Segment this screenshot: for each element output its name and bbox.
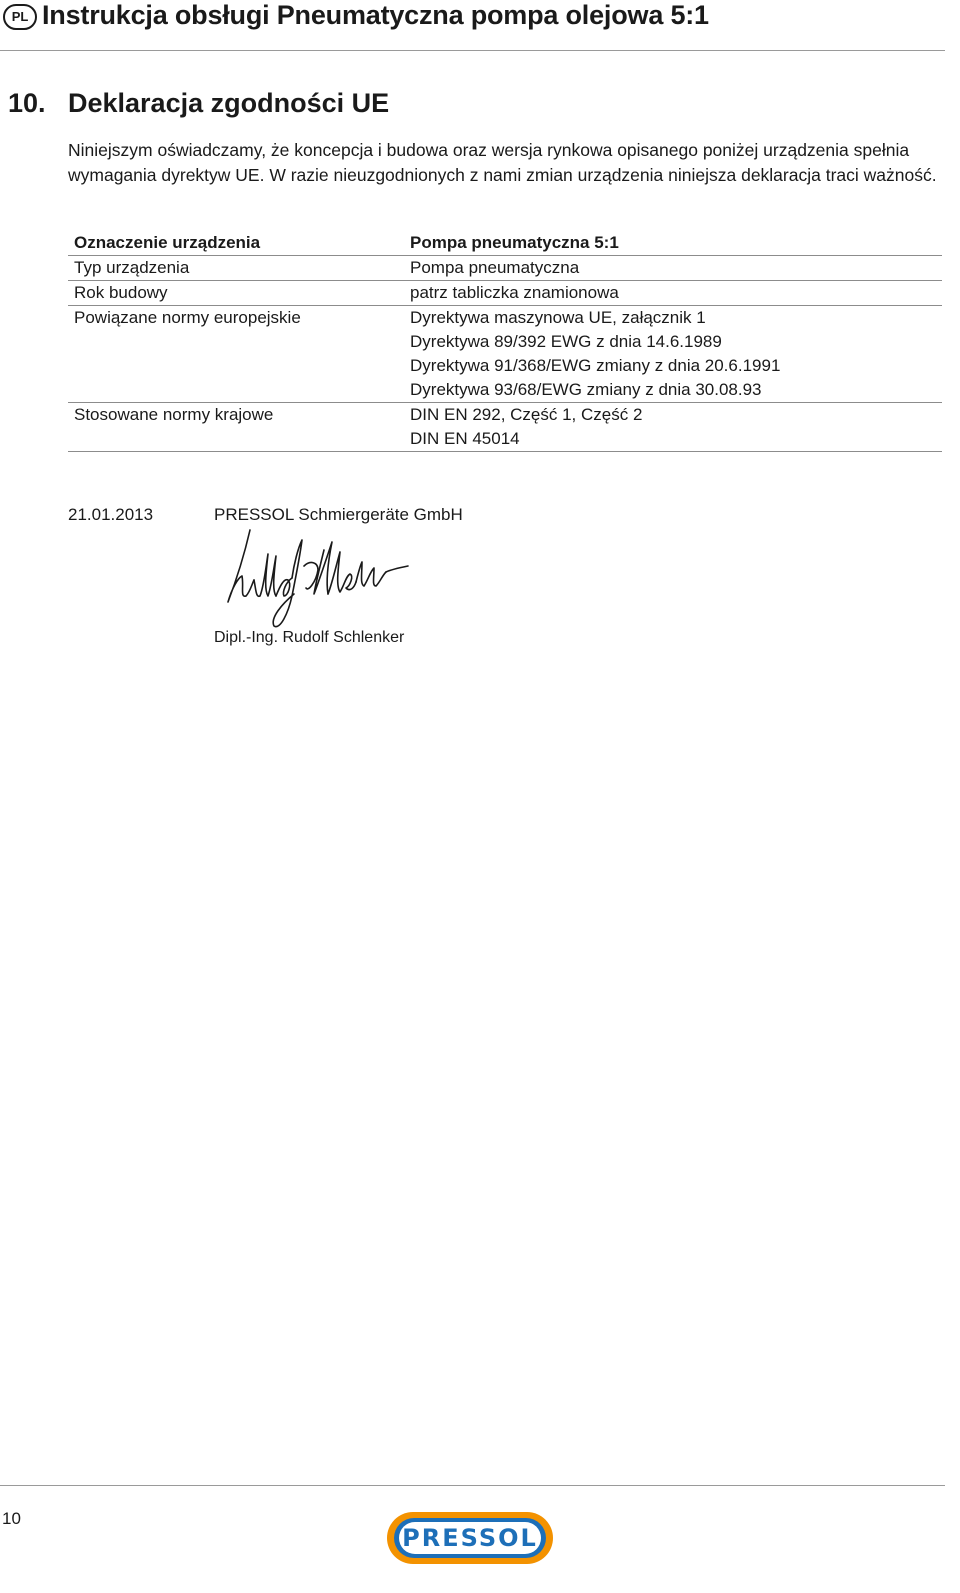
row-value: Pompa pneumatyczna	[410, 258, 580, 277]
signer-name: Dipl.-Ing. Rudolf Schlenker	[214, 629, 405, 646]
table-row	[68, 256, 942, 281]
section-heading	[8, 88, 389, 119]
declaration-table	[68, 231, 942, 452]
table-row	[68, 281, 942, 306]
handwritten-signature	[222, 526, 412, 634]
row-value: DIN EN 45014	[410, 429, 520, 448]
row-label: Powiązane normy europejskie	[74, 308, 301, 327]
row-value: DIN EN 292, Część 1, Część 2	[410, 405, 643, 424]
signature-date: 21.01.2013	[68, 505, 154, 524]
logo-text: PRESSOL	[402, 1524, 538, 1552]
row-value: Dyrektywa 91/368/EWG zmiany z dnia 20.6.1991	[410, 356, 781, 375]
row-value: patrz tabliczka znamionowa	[410, 283, 619, 302]
document-title: Instrukcja obsługi Pneumatyczna pompa olejowa 5:1	[42, 0, 709, 30]
row-value: Dyrektywa maszynowa UE, załącznik 1	[410, 308, 706, 327]
section-number: 10.	[8, 88, 46, 118]
table-header-row	[68, 231, 942, 256]
language-badge: PL	[3, 4, 37, 30]
row-value: Dyrektywa 93/68/EWG zmiany z dnia 30.08.93	[410, 380, 762, 399]
row-label: Rok budowy	[74, 283, 168, 302]
page-header	[0, 0, 960, 52]
table-header-label: Oznaczenie urządzenia	[74, 233, 261, 252]
table-row	[68, 403, 942, 452]
intro-paragraph: Niniejszym oświadczamy, że koncepcja i budowa oraz wersja rynkowa opisanego poniżej urządzenia spełnia wymagania dyrektyw UE. W razie nieuzgodnionych z nami zmian urządzenia niniejsza deklaracja traci ważność.	[68, 140, 937, 185]
footer-divider	[0, 1485, 945, 1486]
page-number: 10	[2, 1509, 21, 1528]
section-title: Deklaracja zgodności UE	[68, 88, 390, 118]
row-label: Stosowane normy krajowe	[74, 405, 274, 424]
header-divider	[0, 50, 945, 51]
pressol-logo	[385, 1510, 555, 1566]
table-header-value: Pompa pneumatyczna 5:1	[410, 233, 619, 252]
company-name: PRESSOL Schmiergeräte GmbH	[214, 505, 463, 524]
row-value: Dyrektywa 89/392 EWG z dnia 14.6.1989	[410, 332, 722, 351]
table-row	[68, 306, 942, 403]
row-label: Typ urządzenia	[74, 258, 190, 277]
